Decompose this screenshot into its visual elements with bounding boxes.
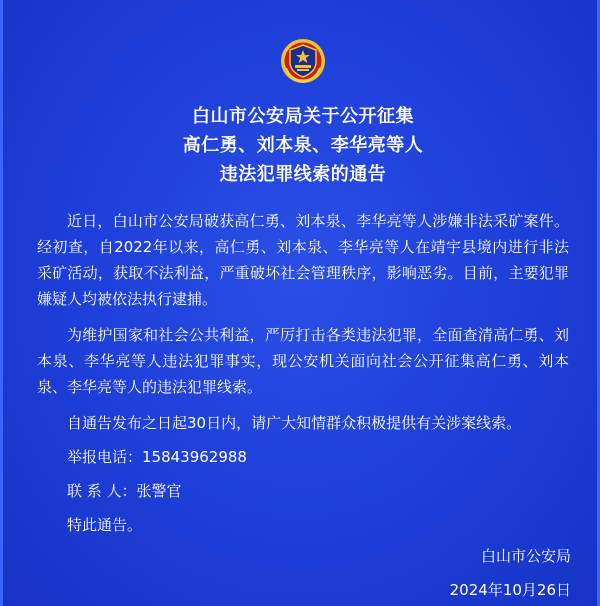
police-emblem-icon	[280, 38, 326, 84]
closing-line: 特此通告。	[67, 516, 143, 534]
notice-body	[37, 208, 569, 546]
signature-date: 2024年10月26日	[449, 581, 571, 599]
signature-organization: 白山市公安局	[480, 547, 571, 565]
notice-title-line-2: 高仁勇、刘本泉、李华亮等人	[182, 135, 424, 156]
hotline-line: 举报电话：15843962988	[67, 448, 247, 466]
notice-title-line-3: 违法犯罪线索的通告	[219, 164, 387, 185]
notice-paragraph: 自通告发布之日起30日内，请广大知情群众积极提供有关涉案线索。	[67, 414, 522, 432]
contact-line: 联 系 人：张警官	[67, 482, 182, 500]
notice-title-line-1: 白山市公安局关于公开征集	[192, 106, 414, 127]
notice-paragraph: 为维护国家和社会公共利益，严厉打击各类违法犯罪，全面查清高仁勇、刘本泉、李华亮等人违法犯罪事实，现公安机关面向社会公开征集高仁勇、刘本泉、李华亮等人的违法犯罪线索。	[37, 326, 569, 396]
notice-paragraph: 近日，白山市公安局破获高仁勇、刘本泉、李华亮等人涉嫌非法采矿案件。经初查，自2022年以来，高仁勇、刘本泉、李华亮等人在靖宇县境内进行非法采矿活动，获取不法利益，严重破坏社会管理秩序，影响恶劣。目前，主要犯罪嫌疑人均被依法执行逮捕。	[37, 212, 569, 308]
